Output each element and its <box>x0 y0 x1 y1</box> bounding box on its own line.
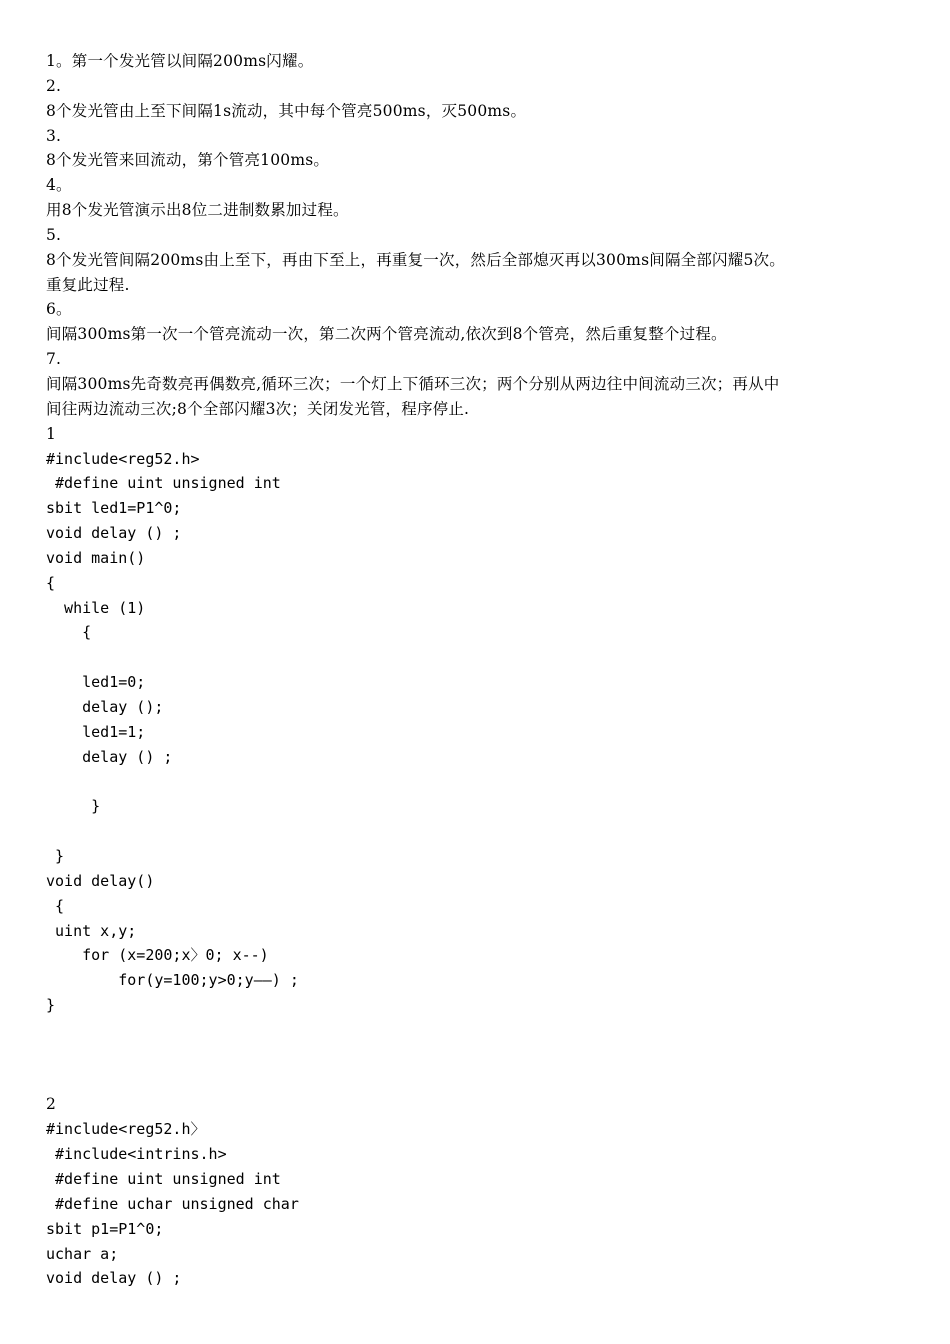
requirement-line: 间隔300ms第一次一个管亮流动一次，第二次两个管亮流动,依次到8个管亮，然后重复整个过程。 <box>46 325 727 344</box>
code-line: { <box>46 573 56 592</box>
code-line: #include<reg52.h〉 <box>46 1120 206 1139</box>
code-line: #include<reg52.h> <box>46 449 200 468</box>
code-line: delay () ; <box>46 747 173 766</box>
requirement-line: 7. <box>46 350 62 369</box>
code-line: uchar a; <box>46 1244 119 1263</box>
requirement-line: 间往两边流动三次;8个全部闪耀3次；关闭发光管，程序停止. <box>46 399 470 418</box>
code-line: sbit led1=P1^0; <box>46 499 182 518</box>
code-line: led1=1; <box>46 722 146 741</box>
code-line <box>46 645 926 670</box>
requirement-line: 4。 <box>46 176 72 195</box>
requirement-line: 8个发光管来回流动，第个管亮100ms。 <box>46 151 330 170</box>
requirement-line: 2. <box>46 76 62 95</box>
code-line: } <box>46 847 65 865</box>
requirement-line: 8个发光管由上至下间隔1s流动，其中每个管亮500ms，灭500ms。 <box>46 101 527 120</box>
code-line: for (x=200;x〉0; x--) <box>46 946 269 965</box>
code-line <box>46 769 926 794</box>
requirement-line: 间隔300ms先奇数亮再偶数亮,循环三次；一个灯上下循环三次；两个分别从两边往中间流动三次；再从中 <box>46 374 780 393</box>
code-line: led1=0; <box>46 673 146 692</box>
requirement-line: 重复此过程. <box>46 275 130 294</box>
code-line: } <box>46 797 101 816</box>
code-line: #define uchar unsigned char <box>46 1194 299 1213</box>
code-line: void delay () ; <box>46 1269 182 1288</box>
program-number: 1 <box>46 424 57 443</box>
code-line: #define uint unsigned int <box>46 1169 281 1188</box>
code-line: void delay() <box>46 871 155 890</box>
code-line: for(y=100;y>0;y——) ; <box>46 971 299 990</box>
requirement-line: 用8个发光管演示出8位二进制数累加过程。 <box>46 201 349 220</box>
code-line: delay (); <box>46 697 164 716</box>
requirement-line: 3. <box>46 126 62 145</box>
requirement-line: 5. <box>46 225 62 244</box>
code-line: void delay () ; <box>46 524 182 543</box>
code-line: #define uint unsigned int <box>46 474 281 493</box>
code-line: } <box>46 996 56 1015</box>
code-line: while (1) <box>46 598 146 617</box>
program-number: 2 <box>46 1095 57 1114</box>
program-1-code <box>46 422 926 1018</box>
code-line: #include<intrins.h> <box>46 1145 227 1164</box>
code-line: { <box>46 896 65 915</box>
requirements-section <box>46 49 926 422</box>
code-line: uint x,y; <box>46 921 137 940</box>
requirement-line: 8个发光管间隔200ms由上至下，再由下至上，再重复一次，然后全部熄灭再以300ms间隔全部闪耀5次。 <box>46 250 785 269</box>
requirement-line: 1。第一个发光管以间隔200ms闪耀。 <box>46 52 314 70</box>
document-page <box>46 49 926 1291</box>
section-spacer <box>46 1018 926 1093</box>
code-line: void main() <box>46 548 146 567</box>
code-line: { <box>46 623 92 642</box>
requirement-line: 6。 <box>46 300 72 319</box>
code-line <box>46 819 926 844</box>
program-2-code <box>46 1092 926 1291</box>
code-line: sbit p1=P1^0; <box>46 1219 164 1238</box>
